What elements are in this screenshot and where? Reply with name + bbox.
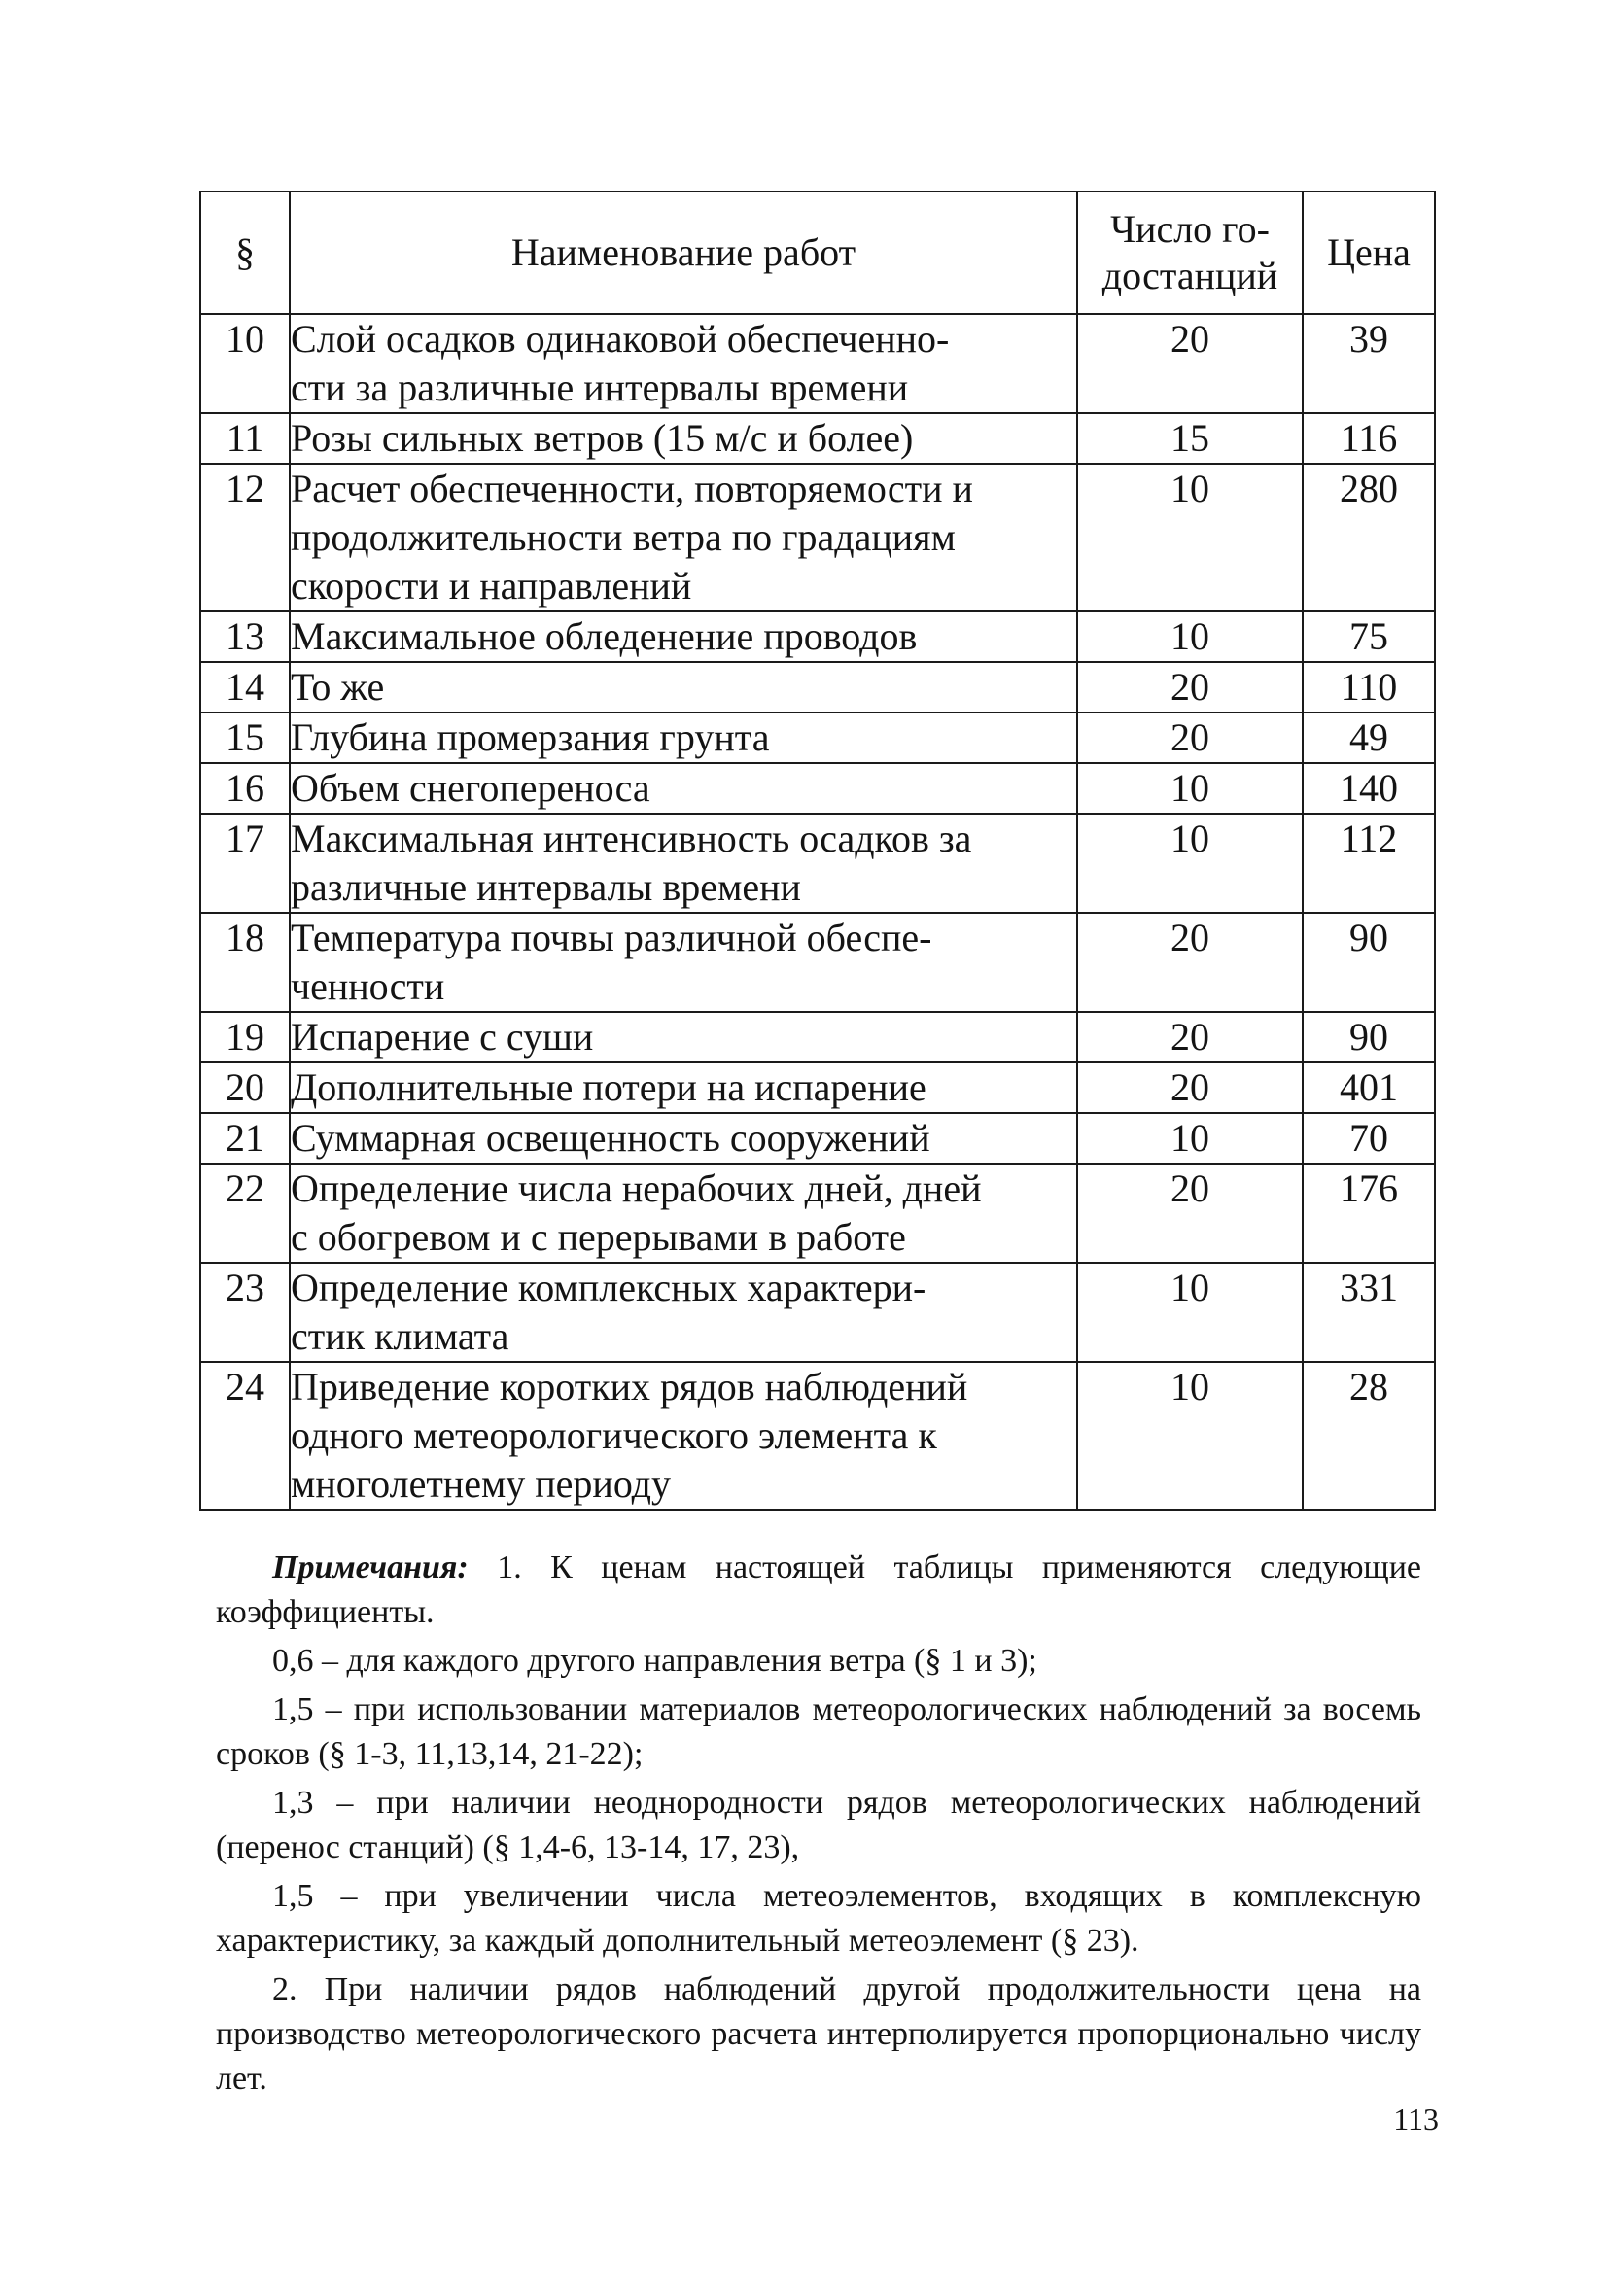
table-row	[200, 1263, 1435, 1362]
row-section: 14	[200, 662, 290, 713]
table-row	[200, 662, 1435, 713]
row-price: 90	[1303, 913, 1435, 1012]
table-row	[200, 713, 1435, 763]
row-count: 10	[1077, 1362, 1303, 1510]
row-count: 20	[1077, 913, 1303, 1012]
table-row	[200, 314, 1435, 413]
table-row	[200, 464, 1435, 611]
row-count: 20	[1077, 713, 1303, 763]
row-count: 20	[1077, 1012, 1303, 1062]
row-count: 10	[1077, 1263, 1303, 1362]
note-item: 1,5 – при использовании материалов метеорологических наблюдений за восемь сроков (§ 1-3, 11,13,14, 21-22);	[216, 1691, 1421, 1772]
header-count: Число го- достанций	[1077, 191, 1303, 314]
row-count: 20	[1077, 314, 1303, 413]
row-name: Дополнительные потери на испарение	[290, 1062, 1077, 1113]
row-section: 10	[200, 314, 290, 413]
row-section: 17	[200, 814, 290, 913]
table-row	[200, 1164, 1435, 1263]
table-row	[200, 814, 1435, 913]
price-table-container	[199, 191, 1434, 1511]
row-name: Температура почвы различной обеспе- ченности	[290, 913, 1077, 1012]
table-row	[200, 1062, 1435, 1113]
row-name: Испарение с суши	[290, 1012, 1077, 1062]
row-section: 20	[200, 1062, 290, 1113]
row-price: 116	[1303, 413, 1435, 464]
note-item: 0,6 – для каждого другого направления ветра (§ 1 и 3);	[272, 1643, 1037, 1679]
table-row	[200, 611, 1435, 662]
row-section: 21	[200, 1113, 290, 1164]
row-section: 24	[200, 1362, 290, 1510]
row-name: Суммарная освещенность сооружений	[290, 1113, 1077, 1164]
row-price: 70	[1303, 1113, 1435, 1164]
row-name: Определение числа нерабочих дней, дней с обогревом и с перерывами в работе	[290, 1164, 1077, 1263]
row-name: Слой осадков одинаковой обеспеченно- сти за различные интервалы времени	[290, 314, 1077, 413]
row-count: 15	[1077, 413, 1303, 464]
row-count: 20	[1077, 1062, 1303, 1113]
table-row	[200, 1012, 1435, 1062]
table-row	[200, 1362, 1435, 1510]
notes-label: Примечания:	[272, 1549, 469, 1585]
row-count: 10	[1077, 611, 1303, 662]
page-number: 113	[1393, 2102, 1439, 2137]
row-price: 39	[1303, 314, 1435, 413]
notes-intro	[216, 1546, 1421, 1635]
table-row	[200, 763, 1435, 814]
row-section: 19	[200, 1012, 290, 1062]
note-item: 1,5 – при увеличении числа метеоэлементов, входящих в комплексную характеристику, за каждый дополнительный метеоэлемент (§ 23).	[216, 1878, 1421, 1959]
row-name: Максимальная интенсивность осадков за различные интервалы времени	[290, 814, 1077, 913]
row-name: То же	[290, 662, 1077, 713]
table-row	[200, 1113, 1435, 1164]
row-price: 90	[1303, 1012, 1435, 1062]
row-price: 110	[1303, 662, 1435, 713]
row-section: 22	[200, 1164, 290, 1263]
row-name: Объем снегопереноса	[290, 763, 1077, 814]
row-count: 10	[1077, 763, 1303, 814]
table-row	[200, 913, 1435, 1012]
row-name: Максимальное обледенение проводов	[290, 611, 1077, 662]
row-price: 401	[1303, 1062, 1435, 1113]
row-section: 13	[200, 611, 290, 662]
row-section: 23	[200, 1263, 290, 1362]
row-section: 15	[200, 713, 290, 763]
row-price: 331	[1303, 1263, 1435, 1362]
row-count: 10	[1077, 814, 1303, 913]
row-price: 75	[1303, 611, 1435, 662]
row-price: 140	[1303, 763, 1435, 814]
row-name: Определение комплексных характери- стик климата	[290, 1263, 1077, 1362]
notes-intro-text: 1. К ценам настоящей таблицы применяются следующие коэффициенты.	[216, 1549, 1421, 1630]
note-item: 1,3 – при наличии неоднородности рядов метеорологических наблюдений (перенос станций) (§ 1,4-6, 13-14, 17, 23),	[216, 1785, 1421, 1865]
row-count: 20	[1077, 662, 1303, 713]
note-item: 2. При наличии рядов наблюдений другой продолжительности цена на производство метеорологического расчета интерполируется пропорционально числу лет.	[216, 1971, 1421, 2097]
row-section: 11	[200, 413, 290, 464]
row-price: 176	[1303, 1164, 1435, 1263]
header-name: Наименование работ	[290, 191, 1077, 314]
row-price: 28	[1303, 1362, 1435, 1510]
row-count: 10	[1077, 1113, 1303, 1164]
price-table	[199, 191, 1436, 1511]
row-price: 49	[1303, 713, 1435, 763]
row-price: 112	[1303, 814, 1435, 913]
table-body	[200, 314, 1435, 1510]
row-count: 10	[1077, 464, 1303, 611]
table-row	[200, 413, 1435, 464]
header-price: Цена	[1303, 191, 1435, 314]
row-name: Глубина промерзания грунта	[290, 713, 1077, 763]
row-name: Расчет обеспеченности, повторяемости и продолжительности ветра по градациям скорости и направлений	[290, 464, 1077, 611]
row-name: Приведение коротких рядов наблюдений одного метеорологического элемента к многолетнему периоду	[290, 1362, 1077, 1510]
row-section: 18	[200, 913, 290, 1012]
notes	[216, 1546, 1421, 2105]
row-section: 12	[200, 464, 290, 611]
row-section: 16	[200, 763, 290, 814]
header-section: §	[200, 191, 290, 314]
row-count: 20	[1077, 1164, 1303, 1263]
row-price: 280	[1303, 464, 1435, 611]
row-name: Розы сильных ветров (15 м/с и более)	[290, 413, 1077, 464]
table-header-row	[200, 191, 1435, 314]
